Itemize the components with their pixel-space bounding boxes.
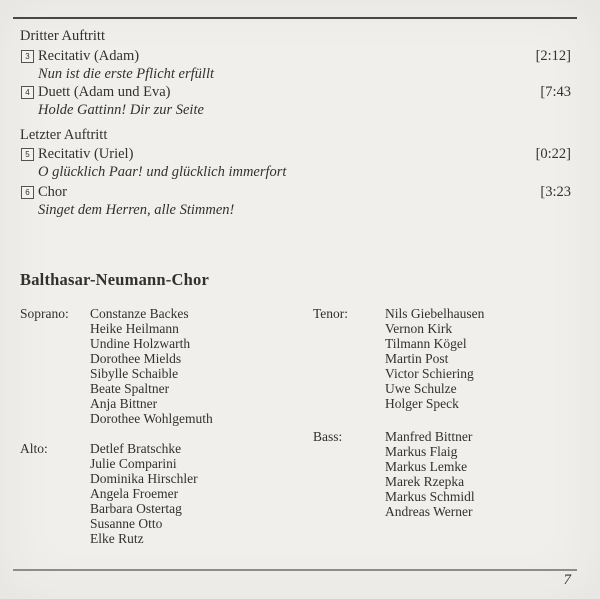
choir-member: Andreas Werner — [385, 504, 473, 519]
top-rule — [13, 17, 577, 19]
track-number: 5 — [25, 149, 30, 159]
track-number-box — [21, 86, 34, 99]
track-row-5 — [20, 146, 571, 162]
track-number-box — [21, 148, 34, 161]
choir-member: Beate Spaltner — [90, 381, 170, 396]
track-incipit: Nun ist die erste Pflicht erfüllt — [38, 66, 214, 82]
bottom-rule — [13, 569, 577, 571]
track-number-box — [21, 50, 34, 63]
voice-names — [90, 441, 198, 546]
choir-member: Dorothee Mields — [90, 351, 182, 366]
track-time: [0:22] — [535, 146, 571, 162]
choir-member: Susanne Otto — [90, 516, 163, 531]
choir-member: Markus Flaig — [385, 444, 458, 459]
section-heading-letzter-auftritt: Letzter Auftritt — [20, 127, 108, 143]
choir-member: Sibylle Schaible — [90, 366, 179, 381]
choir-member: Elke Rutz — [90, 531, 144, 546]
voice-group-alto — [20, 441, 198, 546]
voice-label: Soprano: — [20, 306, 69, 321]
choir-member: Detlef Bratschke — [90, 441, 182, 456]
page-number: 7 — [563, 572, 571, 588]
choir-member: Markus Lemke — [385, 459, 468, 474]
choir-member: Martin Post — [385, 351, 449, 366]
track-row-4 — [20, 84, 571, 100]
choir-title: Balthasar-Neumann-Chor — [20, 270, 209, 289]
voice-label: Tenor: — [313, 306, 349, 321]
choir-member: Victor Schiering — [385, 366, 474, 381]
track-row-6 — [20, 184, 571, 200]
choir-member: Tilmann Kögel — [385, 336, 467, 351]
choir-member: Dominika Hirschler — [90, 471, 198, 486]
choir-member: Anja Bittner — [90, 396, 158, 411]
track-row-3 — [20, 48, 571, 64]
track-number: 3 — [25, 51, 30, 61]
voice-group-soprano — [20, 306, 213, 426]
choir-member: Constanze Backes — [90, 306, 189, 321]
section-heading-dritter-auftritt: Dritter Auftritt — [20, 28, 105, 44]
track-incipit: Holde Gattinn! Dir zur Seite — [38, 102, 204, 118]
voice-group-bass — [313, 429, 475, 519]
track-time: [2:12] — [535, 48, 571, 64]
choir-member: Markus Schmidl — [385, 489, 475, 504]
choir-member: Marek Rzepka — [385, 474, 465, 489]
track-list — [20, 28, 571, 228]
voice-names — [90, 306, 213, 426]
track-time: [3:23 — [540, 184, 571, 200]
track-title: Chor — [38, 184, 67, 200]
choir-member: Nils Giebelhausen — [385, 306, 485, 321]
choir-member: Undine Holzwarth — [90, 336, 191, 351]
choir-member: Heike Heilmann — [90, 321, 179, 336]
choir-member: Angela Froemer — [90, 486, 179, 501]
choir-member: Dorothee Wohlgemuth — [90, 411, 213, 426]
track-number: 4 — [25, 87, 30, 97]
track-title: Recitativ (Adam) — [38, 48, 140, 64]
choir-member: Julie Comparini — [90, 456, 177, 471]
track-time: [7:43 — [540, 84, 571, 100]
track-incipit: O glücklich Paar! und glücklich immerfort — [38, 164, 287, 180]
track-number-box — [21, 186, 34, 199]
choir-member: Manfred Bittner — [385, 429, 473, 444]
voice-names — [385, 306, 484, 411]
choir-member: Uwe Schulze — [385, 381, 457, 396]
choir-member: Barbara Ostertag — [90, 501, 182, 516]
voice-label: Bass: — [313, 429, 343, 444]
track-title: Recitativ (Uriel) — [38, 146, 134, 162]
track-number: 6 — [25, 187, 30, 197]
voice-label: Alto: — [20, 441, 48, 456]
track-incipit: Singet dem Herren, alle Stimmen! — [38, 202, 235, 218]
choir-member: Vernon Kirk — [385, 321, 453, 336]
choir-member: Holger Speck — [385, 396, 459, 411]
voice-names — [385, 429, 475, 519]
voice-group-tenor — [313, 306, 484, 411]
track-title: Duett (Adam und Eva) — [38, 84, 171, 100]
